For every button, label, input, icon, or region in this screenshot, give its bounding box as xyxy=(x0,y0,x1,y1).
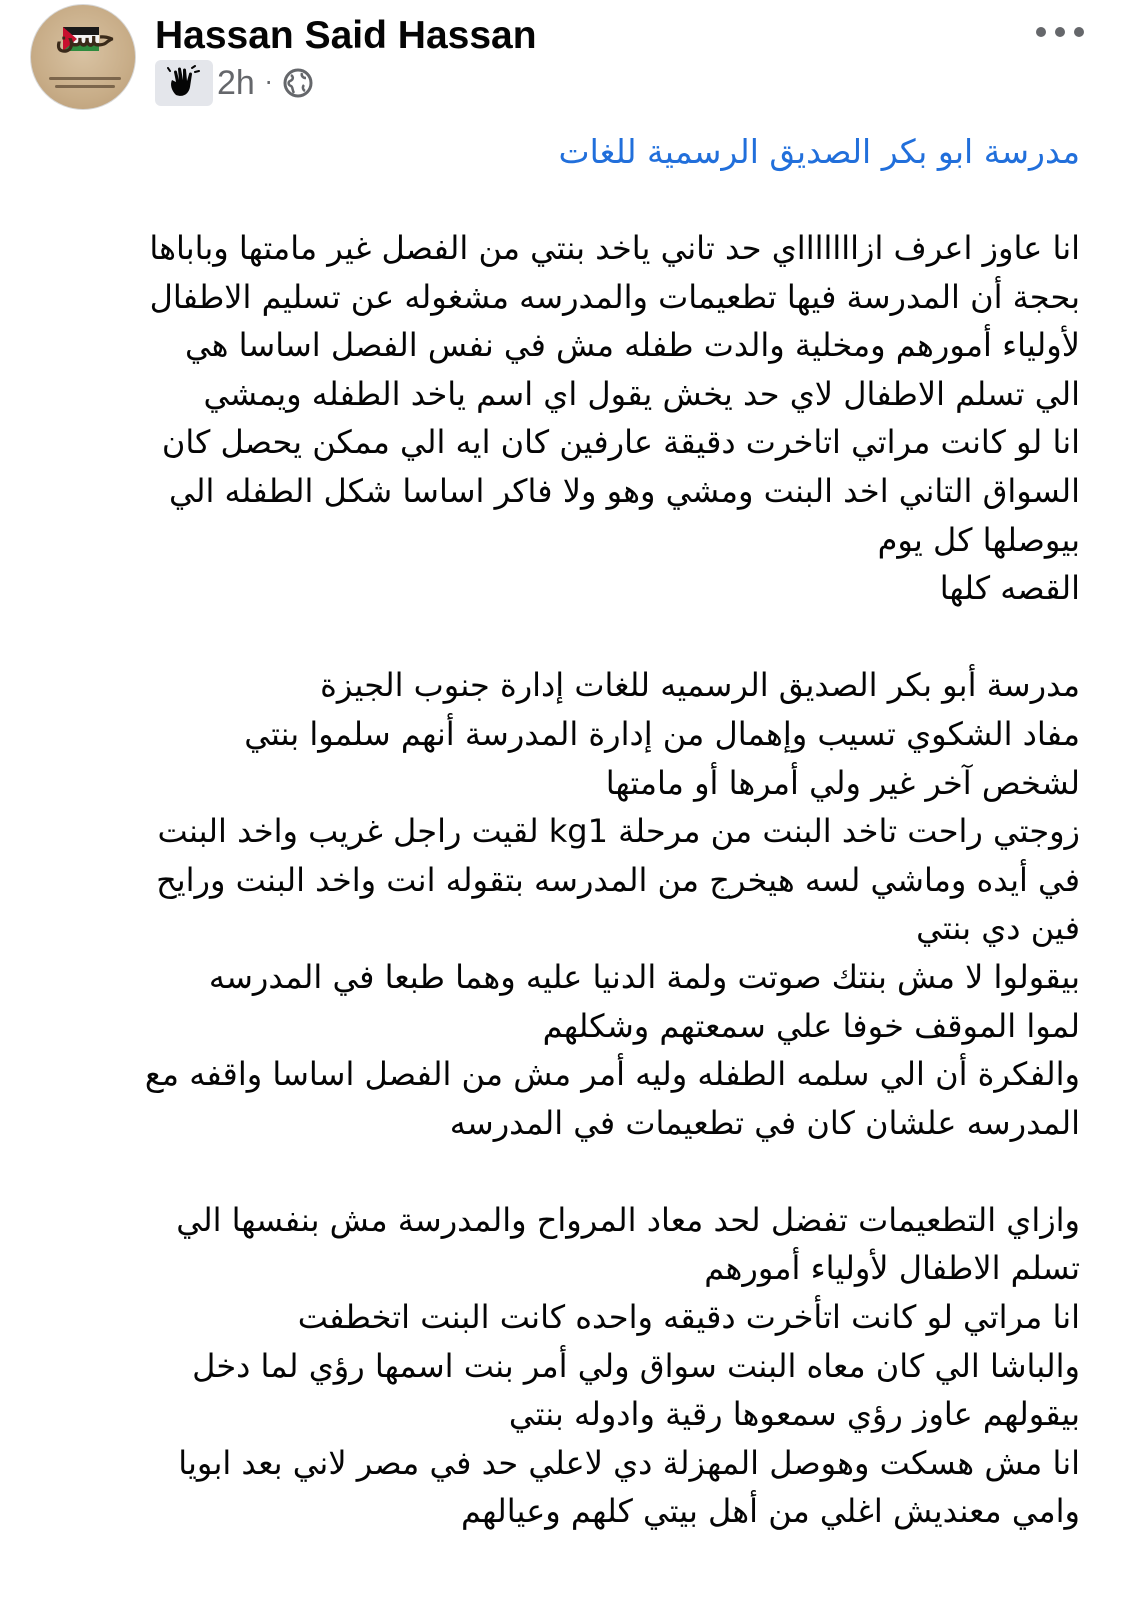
avatar-caption-line xyxy=(55,85,115,88)
post-text-line: انا مش هسكت وهوصل المهزلة دي لاعلي حد في مصر لاني بعد ابويا xyxy=(178,1443,1080,1482)
avatar[interactable] xyxy=(30,4,136,110)
post-text-line: بيوصلها كل يوم xyxy=(877,520,1080,559)
more-dot xyxy=(1036,27,1046,37)
avatar-calligraphy: حسن xyxy=(55,23,115,53)
paragraph-gap xyxy=(30,1147,1080,1196)
post-text-line: بيقولهم عاوز رؤي سمعوها رقية وادوله بنتي xyxy=(508,1395,1080,1434)
post-text-line: الي تسلم الاطفال لاي حد يخش يقول اي اسم ياخد الطفله ويمشي xyxy=(203,374,1080,413)
paragraph-3 xyxy=(30,1196,1080,1536)
post-text-line: القصه كلها xyxy=(939,569,1080,608)
post-text-line: بيقولوا لا مش بنتك صوتت ولمة الدنيا عليه وهما طبعا في المدرسه xyxy=(208,957,1080,996)
post-text-line: انا لو كانت مراتي اتاخرت دقيقة عارفين كان ايه الي ممكن يحصل كان xyxy=(161,423,1080,462)
waving-hand-icon[interactable] xyxy=(155,60,213,106)
post-text-line: لموا الموقف خوفا علي سمعتهم وشكلهم xyxy=(542,1006,1080,1045)
post-text-line: انا عاوز اعرف ازاااااااي حد تاني ياخد بنتي من الفصل غير مامتها وباباها xyxy=(149,229,1080,267)
post-text-line: وازاي التطعيمات تفضل لحد معاد المرواح والمدرسة مش بنفسها الي xyxy=(176,1200,1080,1239)
paragraph-1 xyxy=(30,224,1080,613)
post-text-line: انا مراتي لو كانت اتأخرت دقيقه واحده كانت البنت اتخطفت xyxy=(297,1298,1080,1337)
more-options-icon[interactable] xyxy=(1036,22,1084,42)
post-text-line: وامي معنديش اغلي من أهل بيتي كلهم وعيالهم xyxy=(461,1492,1080,1531)
post-text-line: السواق التاني اخد البنت ومشي وهو ولا فاكر اساسا شكل الطفله الي xyxy=(169,471,1080,510)
post-text-line: فين دي بنتي xyxy=(916,909,1080,948)
post-text-line: والباشا الي كان معاه البنت سواق ولي أمر بنت اسمها رؤي لما دخل xyxy=(192,1346,1080,1385)
post-text-line: في أيده وماشي لسه هيخرج من المدرسه بتقوله انت واخد البنت ورايح xyxy=(156,860,1080,899)
post-text-line: مدرسة أبو بكر الصديق الرسميه للغات إدارة جنوب الجيزة xyxy=(320,666,1080,705)
post-text-line: زوجتي راحت تاخد البنت من مرحلة kg1 لقيت راجل غريب واخد البنت xyxy=(157,812,1080,851)
paragraph-2 xyxy=(30,661,1080,1147)
post-text-line: تسلم الاطفال لأولياء أمورهم xyxy=(704,1249,1080,1288)
post-body xyxy=(30,128,1080,1536)
avatar-caption-line xyxy=(49,77,121,80)
paragraph-gap xyxy=(30,613,1080,662)
more-dot xyxy=(1074,27,1084,37)
post-text-line: لأولياء أمورهم ومخلية والدت طفله مش في نفس الفصل اساسا هي xyxy=(184,326,1080,365)
post-text-line: مفاد الشكوي تسيب وإهمال من إدارة المدرسة أنهم سلموا بنتي xyxy=(244,714,1080,753)
author-name[interactable]: Hassan Said Hassan xyxy=(155,14,537,57)
more-dot xyxy=(1055,27,1065,37)
post-text-line: لشخص آخر غير ولي أمرها أو مامتها xyxy=(605,763,1080,802)
meta-separator: · xyxy=(264,69,273,97)
post-text-line: بحجة أن المدرسة فيها تطعيمات والمدرسه مشغوله عن تسليم الاطفال xyxy=(149,277,1080,316)
post-text-line: والفكرة أن الي سلمه الطفله وليه أمر مش من الفصل اساسا واقفه مع xyxy=(144,1055,1080,1094)
post-timestamp[interactable]: 2h xyxy=(217,63,255,102)
post-meta xyxy=(155,60,314,106)
post-header xyxy=(0,0,1134,120)
tagged-page-link[interactable]: مدرسة ابو بكر الصديق الرسمية للغات xyxy=(558,132,1080,171)
post-text-line: المدرسه علشان كان في تطعيمات في المدرسه xyxy=(449,1103,1080,1142)
globe-icon[interactable] xyxy=(282,67,314,99)
